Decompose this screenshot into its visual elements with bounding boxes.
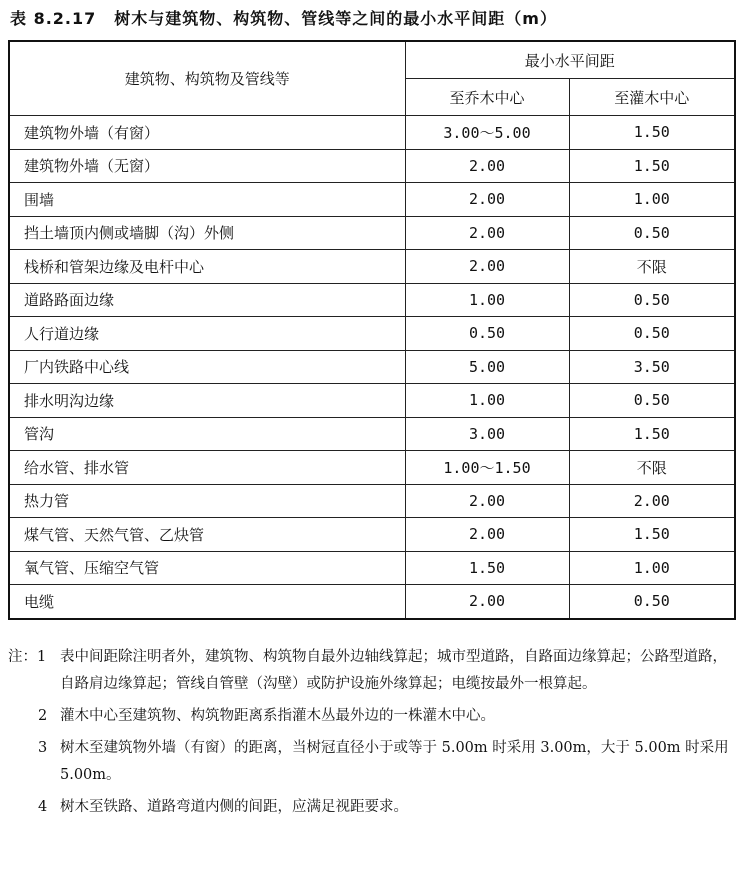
spacing-table bbox=[8, 40, 736, 620]
row-name: 栈桥和管架边缘及电杆中心 bbox=[9, 250, 405, 284]
row-shrub-distance: 0.50 bbox=[569, 283, 735, 317]
row-name: 排水明沟边缘 bbox=[9, 384, 405, 418]
row-tree-distance: 2.00 bbox=[405, 149, 569, 183]
row-tree-distance: 2.00 bbox=[405, 484, 569, 518]
row-shrub-distance: 0.50 bbox=[569, 585, 735, 619]
table-row bbox=[9, 250, 735, 284]
row-name: 建筑物外墙（无窗） bbox=[9, 149, 405, 183]
table-row bbox=[9, 585, 735, 619]
note-number: 注：1 bbox=[8, 649, 47, 665]
header-shrub: 至灌木中心 bbox=[569, 79, 735, 116]
row-shrub-distance: 0.50 bbox=[569, 317, 735, 351]
row-name: 挡土墙顶内侧或墙脚（沟）外侧 bbox=[9, 216, 405, 250]
table-row bbox=[9, 350, 735, 384]
row-name: 煤气管、天然气管、乙炔管 bbox=[9, 518, 405, 552]
table-row bbox=[9, 384, 735, 418]
table-row bbox=[9, 216, 735, 250]
row-shrub-distance: 1.50 bbox=[569, 149, 735, 183]
table-row bbox=[9, 183, 735, 217]
row-tree-distance: 2.00 bbox=[405, 518, 569, 552]
notes-section bbox=[8, 644, 738, 826]
row-shrub-distance: 不限 bbox=[569, 250, 735, 284]
table-row bbox=[9, 484, 735, 518]
note-number: 4 bbox=[38, 799, 48, 815]
note-item bbox=[8, 703, 738, 730]
table-row bbox=[9, 518, 735, 552]
row-tree-distance: 1.00 bbox=[405, 384, 569, 418]
row-tree-distance: 2.00 bbox=[405, 183, 569, 217]
row-name: 管沟 bbox=[9, 417, 405, 451]
notes-label: 注： bbox=[8, 649, 37, 665]
table-row bbox=[9, 149, 735, 183]
row-tree-distance: 1.00～1.50 bbox=[405, 451, 569, 485]
note-text: 树木至建筑物外墙（有窗）的距离，当树冠直径小于或等于 5.00m 时采用 3.00m，大于 5.00m 时采用 5.00m。 bbox=[60, 740, 729, 783]
table-row bbox=[9, 451, 735, 485]
note-item bbox=[8, 794, 738, 821]
table-body bbox=[9, 116, 735, 619]
note-number: 3 bbox=[38, 740, 48, 756]
note-item bbox=[8, 644, 738, 698]
row-name: 人行道边缘 bbox=[9, 317, 405, 351]
row-tree-distance: 5.00 bbox=[405, 350, 569, 384]
note-item bbox=[8, 735, 738, 789]
row-name: 电缆 bbox=[9, 585, 405, 619]
table-row bbox=[9, 417, 735, 451]
row-shrub-distance: 1.50 bbox=[569, 518, 735, 552]
row-shrub-distance: 1.00 bbox=[569, 183, 735, 217]
header-row-1 bbox=[9, 41, 735, 79]
row-shrub-distance: 2.00 bbox=[569, 484, 735, 518]
row-shrub-distance: 1.50 bbox=[569, 417, 735, 451]
row-shrub-distance: 不限 bbox=[569, 451, 735, 485]
table-title-text: 树木与建筑物、构筑物、管线等之间的最小水平间距（m） bbox=[114, 9, 557, 28]
header-group: 最小水平间距 bbox=[405, 41, 735, 79]
note-text: 灌木中心至建筑物、构筑物距离系指灌木丛最外边的一株灌木中心。 bbox=[60, 708, 495, 724]
row-tree-distance: 3.00 bbox=[405, 417, 569, 451]
row-shrub-distance: 1.00 bbox=[569, 551, 735, 585]
table-number: 表 8.2.17 bbox=[10, 9, 97, 28]
table-row bbox=[9, 317, 735, 351]
note-number: 2 bbox=[38, 708, 48, 724]
row-name: 厂内铁路中心线 bbox=[9, 350, 405, 384]
row-name: 热力管 bbox=[9, 484, 405, 518]
table-title bbox=[10, 4, 730, 34]
note-text: 表中间距除注明者外，建筑物、构筑物自最外边轴线算起；城市型道路，自路面边缘算起；公路型道路，自路肩边缘算起；管线自管壁（沟壁）或防护设施外缘算起；电缆按最外一根算起。 bbox=[60, 649, 727, 692]
table-row bbox=[9, 283, 735, 317]
row-shrub-distance: 0.50 bbox=[569, 384, 735, 418]
note-text: 树木至铁路、道路弯道内侧的间距，应满足视距要求。 bbox=[60, 799, 408, 815]
row-shrub-distance: 3.50 bbox=[569, 350, 735, 384]
row-tree-distance: 2.00 bbox=[405, 585, 569, 619]
row-tree-distance: 2.00 bbox=[405, 216, 569, 250]
row-shrub-distance: 0.50 bbox=[569, 216, 735, 250]
header-tree: 至乔木中心 bbox=[405, 79, 569, 116]
row-name: 给水管、排水管 bbox=[9, 451, 405, 485]
row-tree-distance: 1.00 bbox=[405, 283, 569, 317]
header-item: 建筑物、构筑物及管线等 bbox=[9, 41, 405, 116]
row-tree-distance: 2.00 bbox=[405, 250, 569, 284]
row-name: 建筑物外墙（有窗） bbox=[9, 116, 405, 150]
row-tree-distance: 3.00～5.00 bbox=[405, 116, 569, 150]
table-row bbox=[9, 551, 735, 585]
row-name: 围墙 bbox=[9, 183, 405, 217]
row-shrub-distance: 1.50 bbox=[569, 116, 735, 150]
row-tree-distance: 1.50 bbox=[405, 551, 569, 585]
row-name: 氧气管、压缩空气管 bbox=[9, 551, 405, 585]
row-tree-distance: 0.50 bbox=[405, 317, 569, 351]
row-name: 道路路面边缘 bbox=[9, 283, 405, 317]
table-row bbox=[9, 116, 735, 150]
